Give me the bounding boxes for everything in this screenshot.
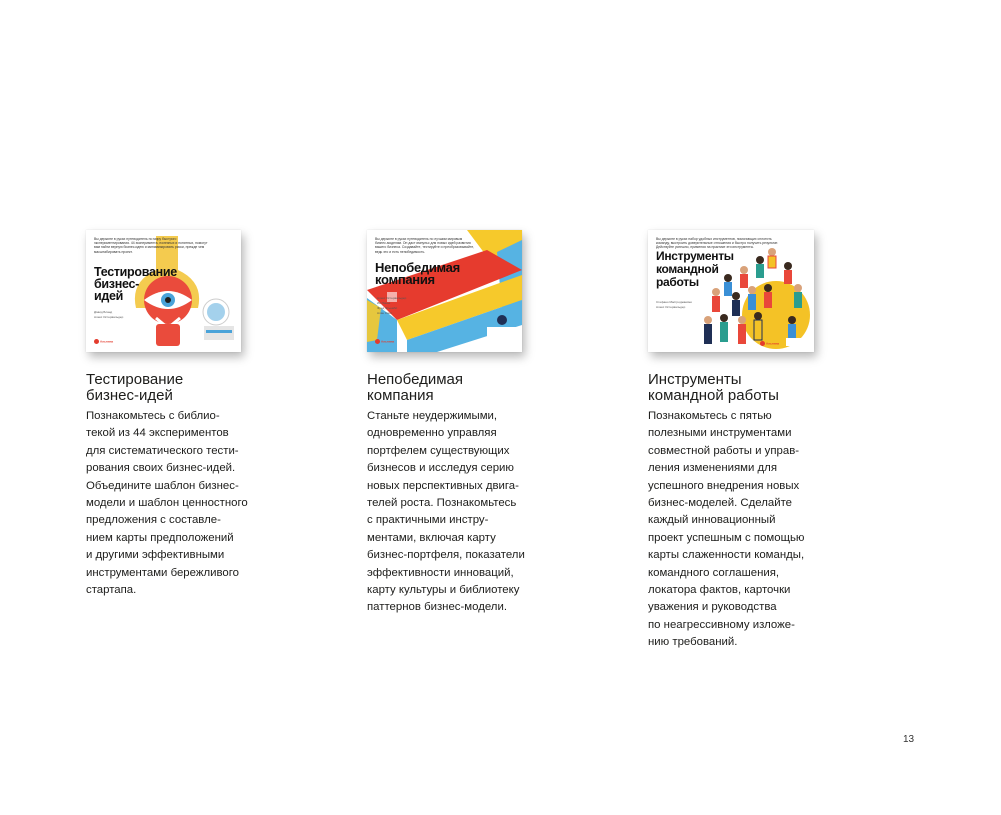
cover-authors: Дэвид Бланд Алекс Остервальдер	[94, 310, 124, 319]
book-cover-team-tools[interactable]	[648, 230, 814, 352]
book-title: Инструменты командной работы	[648, 371, 779, 404]
book-title: Тестирование бизнес-идей	[86, 371, 184, 404]
book-card-team-tools	[648, 230, 848, 652]
publisher-dot-icon	[760, 341, 765, 346]
book-cover-invincible-company[interactable]	[367, 230, 522, 352]
cover-blurb: Вы держите в руках набор удобных инструментов, помогающих сплотить команду, выстроить доверительные отношения и быстро получить результат. Действуйте успешно, применяя на практике эти инструменты.	[656, 237, 779, 250]
publisher-dot-icon	[94, 339, 99, 344]
page-number: 13	[903, 734, 915, 745]
publisher-logo: Альпина	[375, 339, 394, 344]
book-card-testing-business-ideas	[86, 230, 286, 599]
cover-blurb: Вы держите в руках путеводитель по миру быстрого экспериментирования. 44 эксперимента, полезных и понятных, помогут вам найти верную бизнес-идею и минимизировать риски, прежде чем масштабировать проект.	[94, 237, 208, 254]
book-title: Непобедимая компания	[367, 371, 463, 404]
book-description: Станьте неудержимыми, одновременно управляя портфелем существующих бизнесов и исследуя серию новых перспективных двига- телей роста. Познакомьтесь с практичными инстру- ментами, включая карту бизнес-портфеля, показатели эффективности инноваций, карту культуры и библиотеку паттернов бизнес-модели.	[367, 410, 525, 614]
book-card-invincible-company	[367, 230, 567, 617]
publisher-dot-icon	[375, 339, 380, 344]
book-description: Познакомьтесь с пятью полезными инструментами совместной работы и управ- ления изменениями для успешного внедрения новых бизнес-моделей. Сделайте каждый инновационный проект успешным с помощью карты слаженности команды, командного соглашения, локатора фактов, карточки уважения и руководства по неагрессивному изложе- нию требований.	[648, 410, 805, 649]
publisher-logo: Альпина	[760, 341, 779, 346]
cover-authors: Алекс Остервальдер Ив Пинье Фред Этьембл Алан Смит	[377, 296, 407, 315]
publisher-logo: Альпина	[94, 339, 113, 344]
cover-blurb: Вы держите в руках путеводитель по лучшим мировым бизнес-моделям. Он даст импульс для новых идей развития вашего бизнеса. Создавайте, тестируйте и преобразовывайте, ведь это и есть непобедимость.	[375, 237, 475, 254]
cover-title: Тестирование бизнес- идей	[94, 265, 177, 303]
book-cover-testing-business-ideas[interactable]	[86, 230, 241, 352]
book-description: Познакомьтесь с библио- текой из 44 экспериментов для систематического тести- рования своих бизнес-идей. Объедините шаблон бизнес- модели и шаблон ценностного предложения с составле- нием карты предположений и другими эффективными инструментами бережливого стартапа.	[86, 410, 248, 597]
cover-title: Инструменты командной работы	[656, 249, 734, 289]
cover-authors: Стефано Мастроджакомо Алекс Остервальдер	[656, 300, 692, 309]
cover-title: Непобедимая компания	[375, 260, 460, 287]
